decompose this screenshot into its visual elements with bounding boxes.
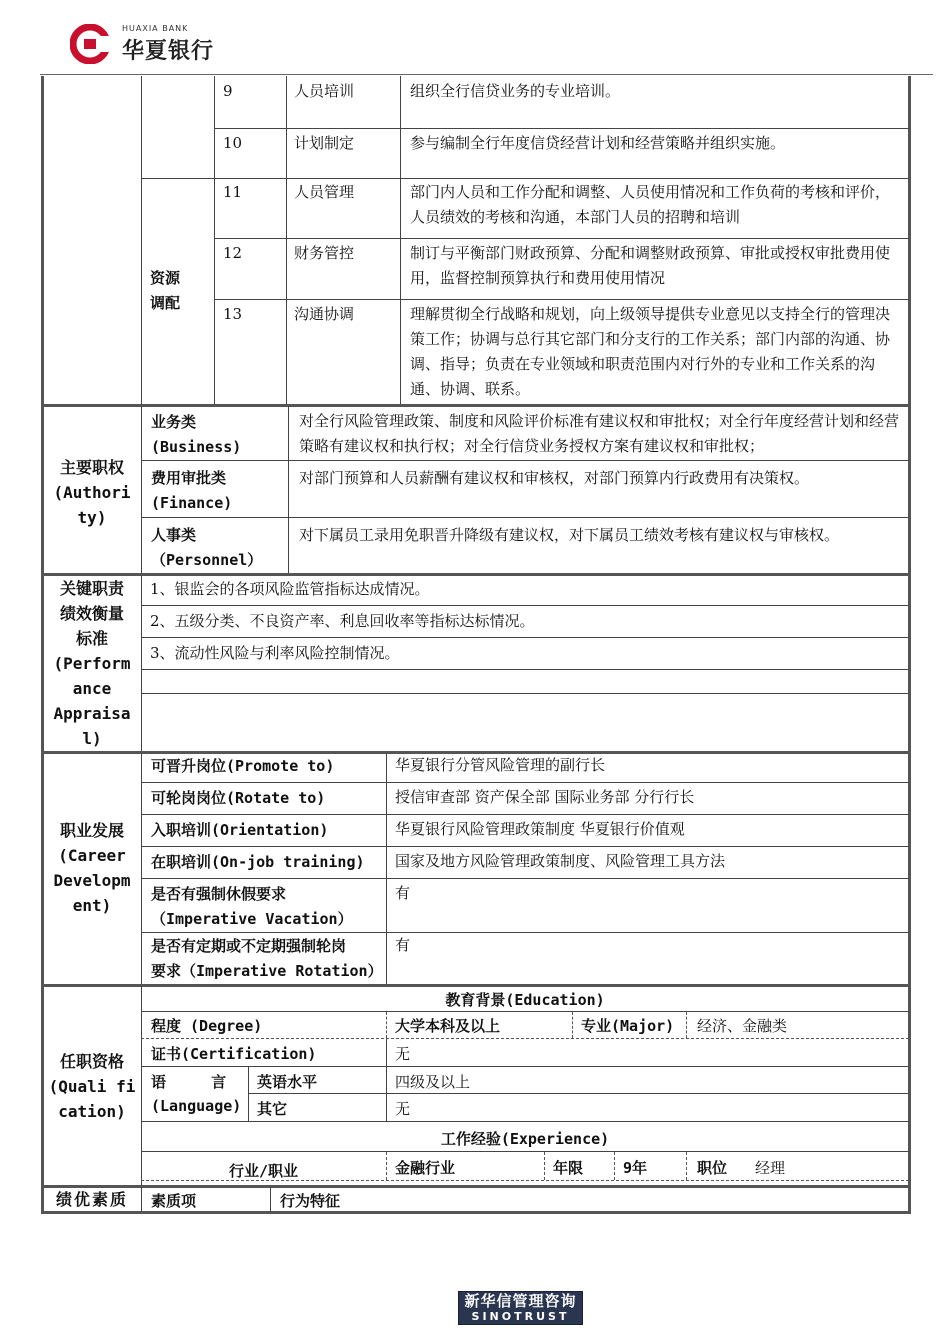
authority-type: 人事类 （Personnel） [151, 526, 263, 569]
career-row-value: 华夏银行分管风险管理的副行长 [395, 756, 606, 774]
certification-label: 证书(Certification) [151, 1045, 317, 1063]
authority-description: 对全行风险管理政策、制度和风险评价标准有建议权和审批权；对全行年度经营计划和经营策略有建议权和执行权；对全行信贷业务授权方案有建议权和审批权； [299, 412, 900, 455]
english-level-label: 英语水平 [257, 1073, 318, 1091]
career-row-value: 华夏银行风险管理政策制度 华夏银行价值观 [395, 820, 685, 838]
duty-name: 财务管控 [294, 244, 355, 262]
career-row-value: 国家及地方风险管理政策制度、风险管理工具方法 [395, 852, 726, 870]
career-row-label: 可轮岗岗位(Rotate to) [151, 789, 326, 807]
career-row-value: 有 [395, 884, 411, 902]
consultant-logo-en: SINOTRUST [471, 1310, 570, 1323]
kpi-section-label: 关键职责 绩效衡量 标准 (Perform ance Appraisa l) [53, 579, 131, 748]
duty-name: 人员培训 [294, 82, 355, 100]
duty-number: 10 [223, 134, 243, 152]
authority-type: 业务类 (Business) [151, 413, 242, 456]
position-value: 经理 [755, 1159, 786, 1177]
consultant-logo [458, 1291, 583, 1325]
language-label: 语 言 [151, 1073, 227, 1091]
duty-number: 9 [223, 82, 233, 100]
career-row-value: 有 [395, 936, 411, 954]
position-label: 职位 [697, 1159, 728, 1177]
degree-value: 大学本科及以上 [395, 1017, 501, 1035]
duty-number: 11 [223, 183, 243, 201]
excellence-section-label: 绩优素质 [55, 1190, 128, 1209]
experience-header: 工作经验(Experience) [440, 1130, 610, 1148]
career-row-label: 可晋升岗位(Promote to) [151, 757, 335, 775]
career-row-label: 在职培训(On-job training) [151, 853, 365, 871]
consultant-logo-cn: 新华信管理咨询 [464, 1292, 577, 1310]
language-label-en: (Language) [151, 1097, 242, 1115]
education-header: 教育背景(Education) [445, 991, 605, 1009]
major-label: 专业(Major) [581, 1017, 675, 1035]
duty-name: 计划制定 [294, 134, 355, 152]
duty-description: 参与编制全行年度信贷经营计划和经营策略并组织实施。 [410, 134, 786, 152]
years-value: 9年 [623, 1159, 648, 1177]
bank-name-cn: 华夏银行 [122, 39, 215, 64]
bank-logo [70, 24, 240, 64]
major-value: 经济、金融类 [697, 1017, 788, 1035]
english-level-value: 四级及以上 [395, 1073, 471, 1091]
career-row-label: 是否有定期或不定期强制轮岗 要求（Imperative Rotation） [151, 937, 383, 980]
duty-description: 组织全行信贷业务的专业培训。 [410, 82, 621, 100]
authority-type: 费用审批类 (Finance) [151, 469, 233, 512]
years-label: 年限 [553, 1159, 584, 1177]
industry-value: 金融行业 [395, 1159, 456, 1177]
authority-description: 对下属员工录用免职晋升降级有建议权，对下属员工绩效考核有建议权与审核权。 [299, 526, 840, 544]
duty-number: 13 [223, 305, 243, 323]
duty-description: 部门内人员和工作分配和调整、人员使用情况和工作负荷的考核和评价，人员绩效的考核和沟通，本部门人员的招聘和培训 [410, 183, 891, 226]
other-language-value: 无 [395, 1100, 411, 1118]
duty-name: 人员管理 [294, 183, 355, 201]
duty-description: 理解贯彻全行战略和规划，向上级领导提供专业意见以支持全行的管理决策工作；协调与总行其它部门和分支行的工作关系；部门内部的沟通、协调、指导；负责在专业领域和职责范围内对行外的专业和工作关系的沟通、协调、联系。 [410, 305, 891, 398]
bank-logo-icon [70, 24, 114, 64]
career-row-value: 授信审查部 资产保全部 国际业务部 分行行长 [395, 788, 695, 806]
career-row-label: 是否有强制休假要求 （Imperative Vacation） [151, 885, 353, 928]
frame-right [908, 76, 911, 1213]
industry-label: 行业/职业 [228, 1162, 299, 1180]
duty-number: 12 [223, 244, 243, 262]
behavior-header: 行为特征 [280, 1192, 341, 1210]
header-rule [40, 74, 933, 75]
bank-name-en: HUAXIA BANK [122, 24, 189, 33]
degree-label: 程度 (Degree) [151, 1017, 263, 1035]
kpi-item: 3、流动性风险与利率风险控制情况。 [150, 644, 400, 662]
certification-value: 无 [395, 1045, 411, 1063]
frame-bottom [41, 1211, 911, 1214]
authority-section-label: 主要职权 (Authori ty) [53, 458, 131, 527]
career-row-label: 入职培训(Orientation) [151, 821, 329, 839]
qualification-section-label: 任职资格 (Quali fi cation) [48, 1052, 136, 1121]
career-section-label: 职业发展 (Career Developm ent) [53, 821, 131, 915]
duty-name: 沟通协调 [294, 305, 355, 323]
kpi-item: 2、五级分类、不良资产率、利息回收率等指标达标情况。 [150, 612, 535, 630]
quality-item-header: 素质项 [151, 1192, 197, 1210]
duty-description: 制订与平衡部门财政预算、分配和调整财政预算、审批或授权审批费用使用，监督控制预算执行和费用使用情况 [410, 244, 891, 287]
resource-allocation-label: 资源 调配 [150, 269, 181, 312]
authority-description: 对部门预算和人员薪酬有建议权和审核权，对部门预算内行政费用有决策权。 [299, 469, 810, 487]
other-language-label: 其它 [257, 1100, 288, 1118]
kpi-item: 1、银监会的各项风险监管指标达成情况。 [150, 580, 430, 598]
